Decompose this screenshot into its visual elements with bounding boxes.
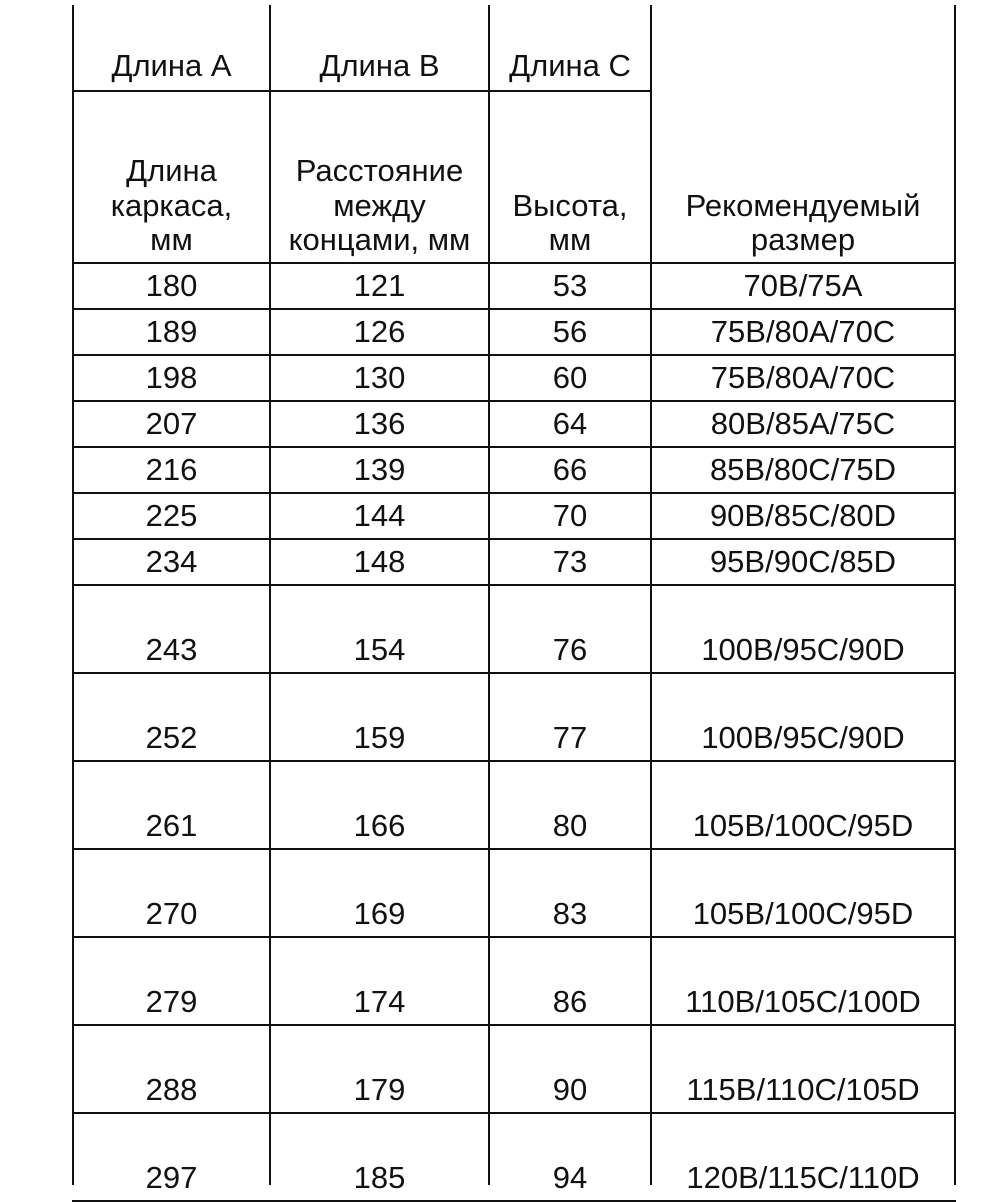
cell-frame-length: 252 — [145, 720, 198, 756]
cell-frame-length: 216 — [145, 451, 198, 487]
cell-height: 66 — [552, 451, 588, 487]
cell-recommended-size: 80B/85A/75C — [710, 405, 896, 441]
cell-recommended-size: 110B/105C/100D — [685, 984, 921, 1020]
cell-frame-length: 189 — [145, 313, 198, 349]
cell-recommended-size: 120B/115C/110D — [686, 1160, 920, 1196]
cell-recommended-size: 75B/80A/70C — [710, 359, 896, 395]
cell-frame-length: 261 — [145, 808, 198, 844]
header-col-b-title: Длина В — [319, 48, 440, 84]
cell-frame-length: 270 — [145, 896, 198, 932]
cell-recommended-size: 105B/100C/95D — [692, 896, 914, 932]
cell-frame-length: 288 — [145, 1072, 198, 1108]
cell-recommended-size: 90B/85C/80D — [709, 497, 897, 533]
cell-recommended-size: 105B/100C/95D — [692, 808, 914, 844]
cell-frame-length: 234 — [145, 543, 198, 579]
cell-end-distance: 166 — [353, 808, 406, 844]
header-col-c-subtitle: Высота, мм — [512, 187, 628, 258]
cell-recommended-size: 115B/110C/105D — [686, 1072, 920, 1108]
cell-end-distance: 144 — [353, 497, 406, 533]
cell-recommended-size: 100B/95C/90D — [701, 720, 905, 756]
cell-height: 80 — [552, 808, 588, 844]
cell-height: 86 — [552, 984, 588, 1020]
cell-recommended-size: 75B/80A/70C — [710, 313, 896, 349]
cell-frame-length: 279 — [145, 984, 198, 1020]
cell-height: 53 — [552, 267, 588, 303]
cell-frame-length: 180 — [145, 267, 198, 303]
cell-height: 60 — [552, 359, 588, 395]
cell-height: 76 — [552, 632, 588, 668]
cell-frame-length: 297 — [145, 1160, 198, 1196]
cell-end-distance: 130 — [353, 359, 406, 395]
cell-recommended-size: 100B/95C/90D — [701, 632, 905, 668]
size-table — [72, 0, 956, 1196]
cell-height: 56 — [552, 313, 588, 349]
cell-end-distance: 121 — [353, 267, 406, 303]
header-col-c-title: Длина С — [509, 48, 631, 84]
cell-height: 94 — [552, 1160, 588, 1196]
cell-end-distance: 139 — [353, 451, 406, 487]
cell-recommended-size: 95B/90C/85D — [709, 543, 897, 579]
cell-height: 77 — [552, 720, 588, 756]
cell-frame-length: 225 — [145, 497, 198, 533]
header-col-b-subtitle: Расстояние между концами, мм — [288, 152, 471, 258]
cell-end-distance: 148 — [353, 543, 406, 579]
header-col-d-subtitle: Рекомендуемый размер — [685, 187, 921, 258]
cell-recommended-size: 70B/75A — [743, 267, 863, 303]
cell-end-distance: 185 — [353, 1160, 406, 1196]
grid-line-vertical — [954, 5, 956, 1185]
cell-height: 90 — [552, 1072, 588, 1108]
cell-height: 73 — [552, 543, 588, 579]
cell-height: 83 — [552, 896, 588, 932]
cell-end-distance: 159 — [353, 720, 406, 756]
cell-end-distance: 126 — [353, 313, 406, 349]
cell-end-distance: 136 — [353, 405, 406, 441]
cell-height: 64 — [552, 405, 588, 441]
cell-frame-length: 207 — [145, 405, 198, 441]
cell-recommended-size: 85B/80C/75D — [709, 451, 897, 487]
header-col-a-subtitle: Длина каркаса, мм — [110, 152, 233, 258]
header-col-a-title: Длина А — [111, 48, 232, 84]
cell-height: 70 — [552, 497, 588, 533]
cell-frame-length: 243 — [145, 632, 198, 668]
cell-end-distance: 179 — [353, 1072, 406, 1108]
cell-end-distance: 154 — [353, 632, 406, 668]
cell-end-distance: 174 — [353, 984, 406, 1020]
cell-frame-length: 198 — [145, 359, 198, 395]
cell-end-distance: 169 — [353, 896, 406, 932]
